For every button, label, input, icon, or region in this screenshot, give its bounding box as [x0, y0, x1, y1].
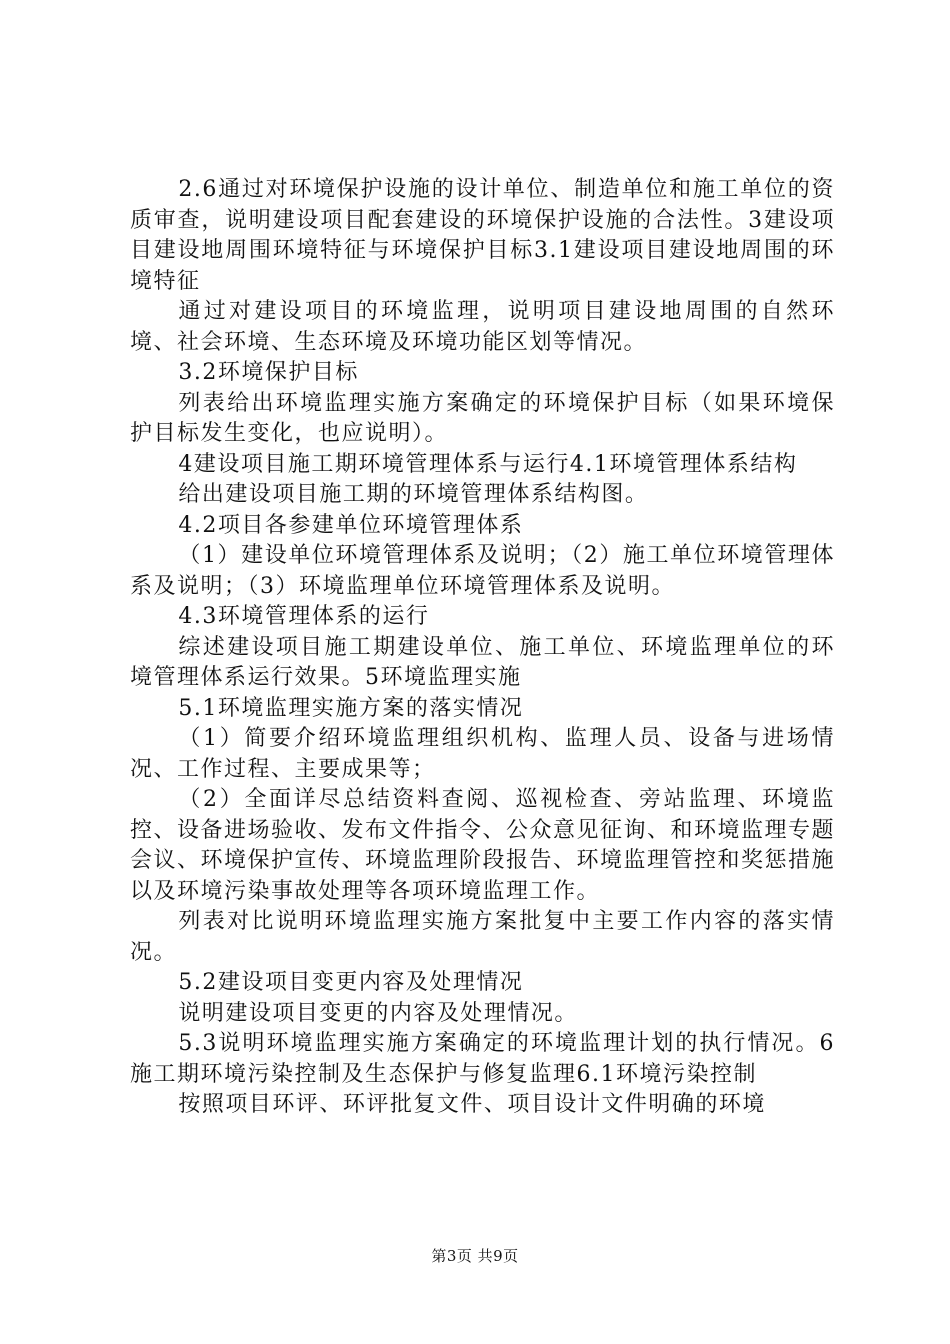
paragraph-heading: 3.2环境保护目标 — [178, 360, 359, 385]
paragraph: 通过对建设项目的环境监理，说明项目建设地周围的自然环境、社会环境、生态环境及环境功能区划等情况。 — [130, 299, 835, 355]
paragraph-heading: 4.3环境管理体系的运行 — [178, 604, 430, 629]
page-footer: 第3页 共9页 — [431, 1247, 519, 1265]
paragraph: 列表对比说明环境监理实施方案批复中主要工作内容的落实情况。 — [130, 909, 835, 965]
paragraph-heading: 5.2建设项目变更内容及处理情况 — [178, 970, 524, 995]
paragraph: 综述建设项目施工期建设单位、施工单位、环境监理单位的环境管理体系运行效果。5环境监理实施 — [130, 634, 835, 690]
paragraph: 按照项目环评、环评批复文件、项目设计文件明确的环境 — [178, 1092, 766, 1117]
paragraph: 2.6通过对环境保护设施的设计单位、制造单位和施工单位的资质审查，说明建设项目配套建设的环境保护设施的合法性。3建设项目建设地周围环境特征与环境保护目标3.1建设项目建设地周围的环境特征 — [130, 177, 835, 294]
paragraph: 给出建设项目施工期的环境管理体系结构图。 — [178, 482, 649, 507]
paragraph: （1）建设单位环境管理体系及说明；（2）施工单位环境管理体系及说明；（3）环境监理单位环境管理体系及说明。 — [130, 543, 835, 599]
document-body — [130, 175, 835, 1121]
paragraph: （1）简要介绍环境监理组织机构、监理人员、设备与进场情况、工作过程、主要成果等； — [130, 726, 835, 782]
paragraph: 列表给出环境监理实施方案确定的环境保护目标（如果环境保护目标发生变化，也应说明）。 — [130, 390, 835, 446]
paragraph-heading: 4.2项目各参建单位环境管理体系 — [178, 512, 524, 538]
paragraph: （2）全面详尽总结资料查阅、巡视检查、旁站监理、环境监控、设备进场验收、发布文件指令、公众意见征询、和环境监理专题会议、环境保护宣传、环境监理阶段报告、环境监理管控和奖惩措施以及环境污染事故处理等各项环境监理工作。 — [130, 787, 836, 904]
paragraph: 说明建设项目变更的内容及处理情况。 — [178, 1000, 578, 1026]
paragraph-heading: 5.1环境监理实施方案的落实情况 — [178, 695, 524, 721]
paragraph: 5.3说明环境监理实施方案确定的环境监理计划的执行情况。6施工期环境污染控制及生态保护与修复监理6.1环境污染控制 — [130, 1031, 835, 1087]
paragraph: 4建设项目施工期环境管理体系与运行4.1环境管理体系结构 — [178, 451, 798, 477]
